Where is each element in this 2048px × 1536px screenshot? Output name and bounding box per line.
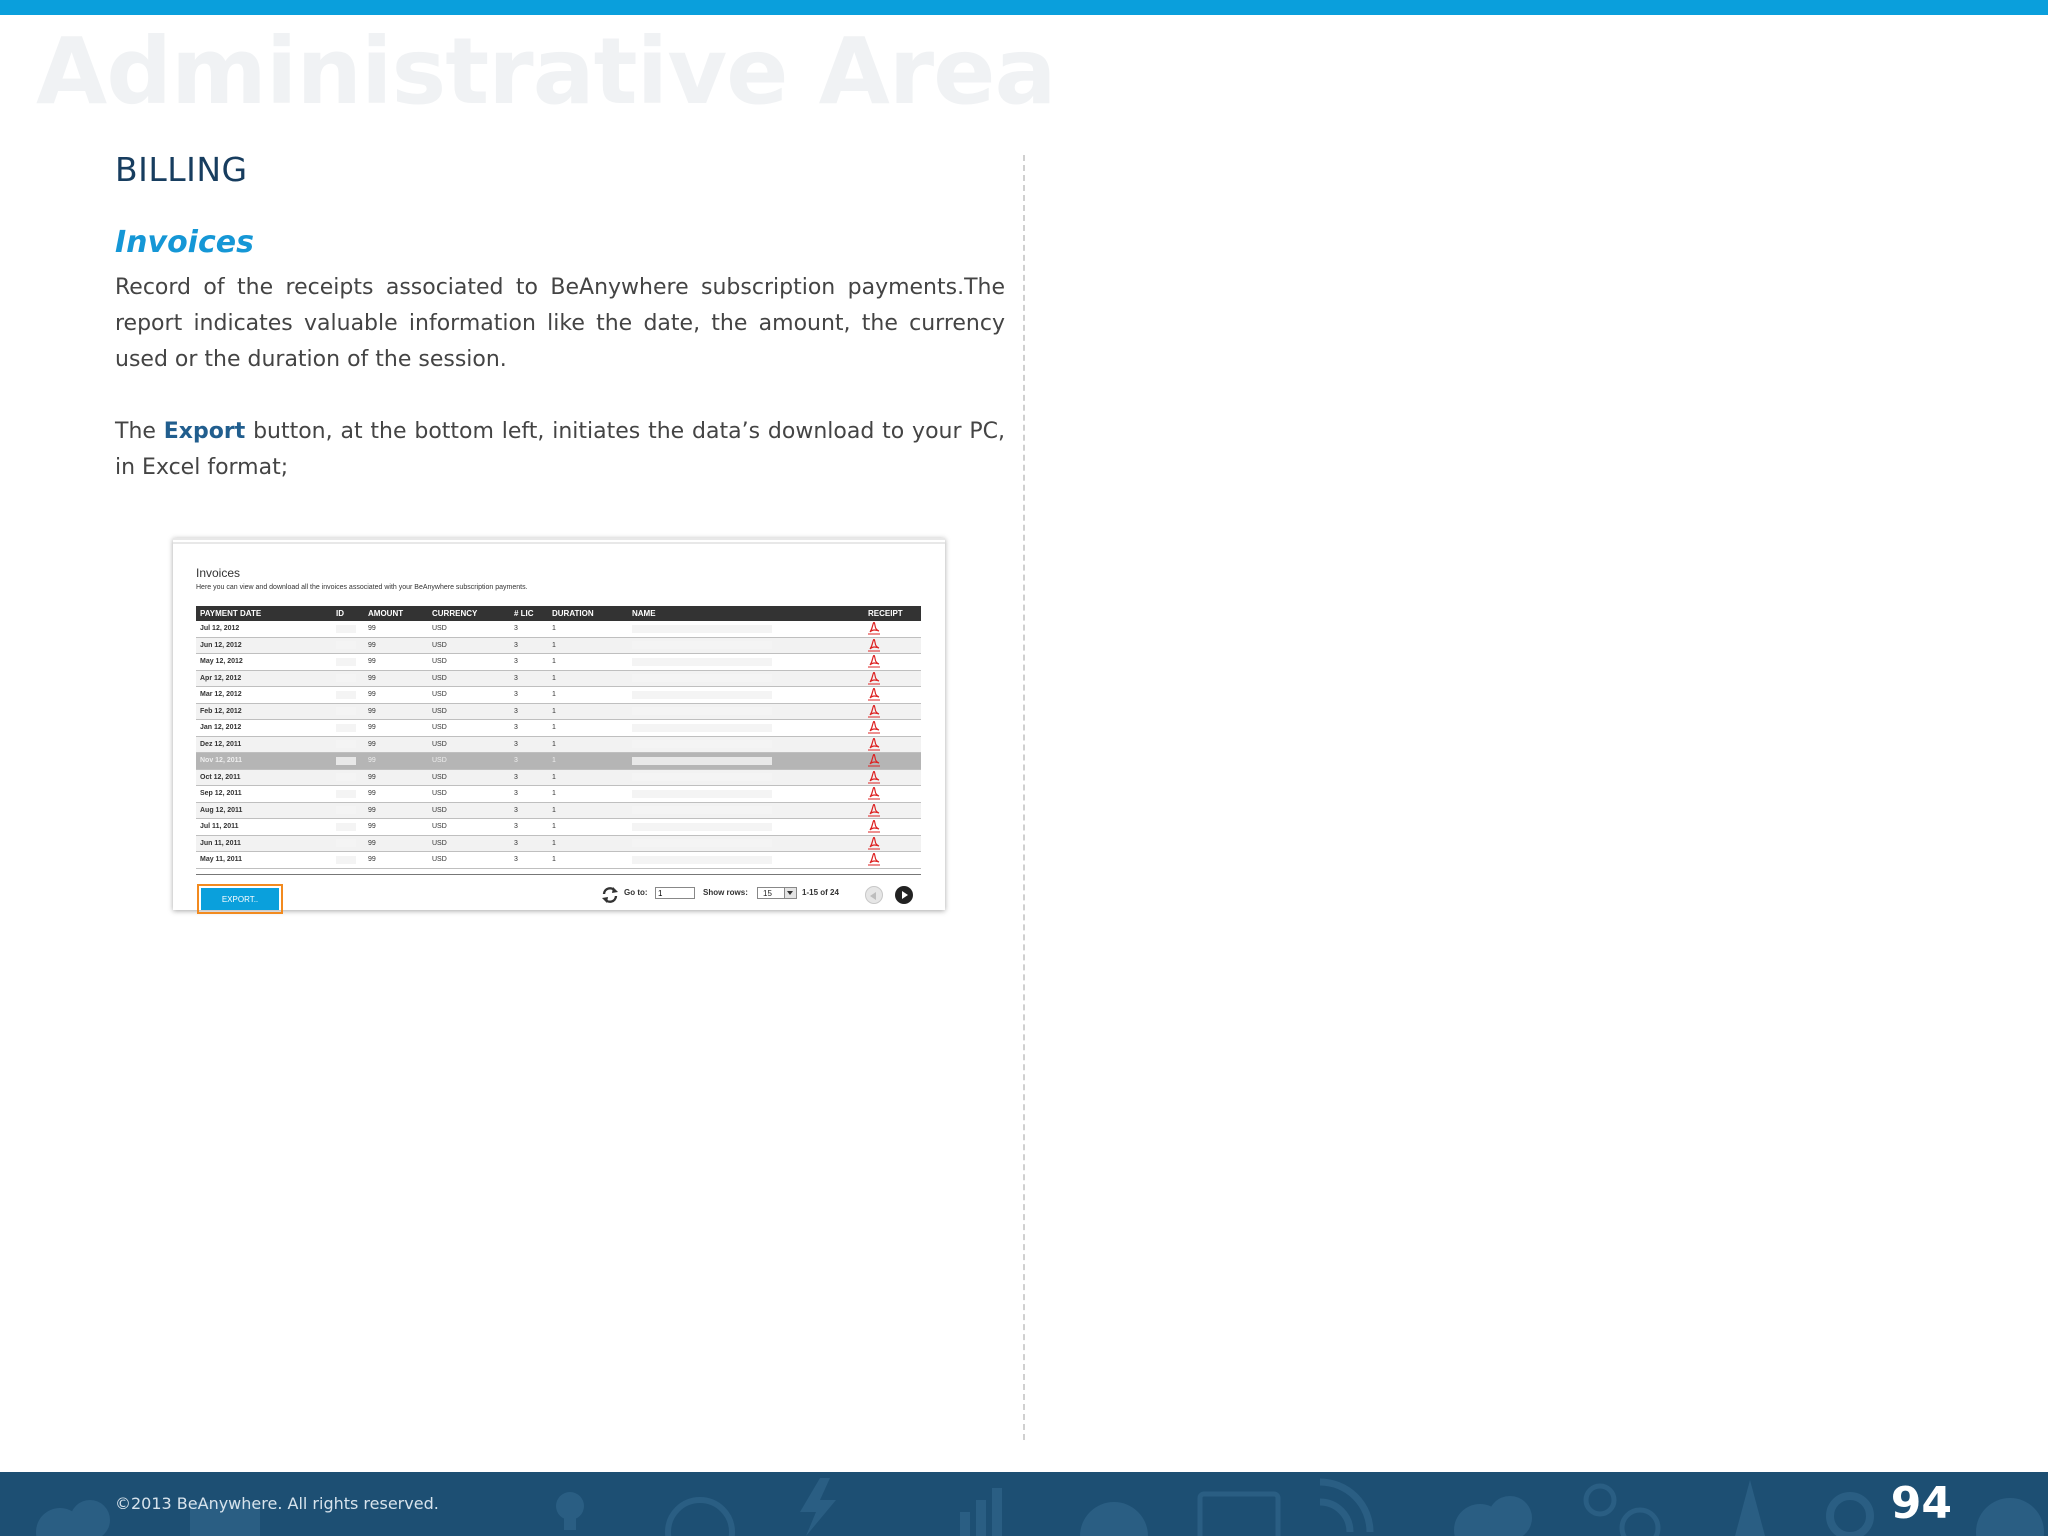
cell-id <box>332 852 364 869</box>
copyright-text: ©2013 BeAnywhere. All rights reserved. <box>115 1494 439 1513</box>
cell-id <box>332 654 364 671</box>
redacted-name <box>632 625 772 633</box>
pdf-icon[interactable] <box>868 837 880 850</box>
para-text-before: The <box>115 419 164 444</box>
cell-id <box>332 769 364 786</box>
top-accent-bar <box>0 0 2048 15</box>
cell-amount: 99 <box>364 852 428 869</box>
goto-label: Go to: <box>624 888 648 897</box>
cell-lic: 3 <box>510 637 548 654</box>
cell-id <box>332 703 364 720</box>
cell-amount: 99 <box>364 819 428 836</box>
cell-id <box>332 687 364 704</box>
column-divider <box>1023 155 1025 1440</box>
cell-currency: USD <box>428 819 510 836</box>
cell-lic: 3 <box>510 736 548 753</box>
cell-date: Jan 12, 2012 <box>196 720 332 737</box>
cell-date: Nov 12, 2011 <box>196 753 332 770</box>
cell-id <box>332 802 364 819</box>
show-rows-label: Show rows: <box>703 888 748 897</box>
cell-receipt <box>864 621 921 637</box>
cell-lic: 3 <box>510 703 548 720</box>
cell-id <box>332 637 364 654</box>
cell-date: Sep 12, 2011 <box>196 786 332 803</box>
table-row[interactable] <box>196 621 921 637</box>
cell-id <box>332 835 364 852</box>
cell-currency: USD <box>428 786 510 803</box>
cell-currency: USD <box>428 720 510 737</box>
page-range-text: 1-15 of 24 <box>802 888 839 897</box>
cell-amount: 99 <box>364 703 428 720</box>
table-row[interactable] <box>196 786 921 803</box>
export-emphasis: Export <box>163 419 246 444</box>
table-footer-divider <box>196 874 921 875</box>
cell-currency: USD <box>428 852 510 869</box>
cell-lic: 3 <box>510 753 548 770</box>
redacted-id <box>336 740 356 748</box>
table-row[interactable] <box>196 687 921 704</box>
cell-date: Jun 11, 2011 <box>196 835 332 852</box>
cell-duration: 1 <box>548 819 628 836</box>
cell-currency: USD <box>428 703 510 720</box>
description-paragraph: Record of the receipts associated to BeAnywhere subscription payments.The report indicates valuable information like the date, the amount, the currency used or the duration of the session. <box>115 275 1005 372</box>
cell-currency: USD <box>428 753 510 770</box>
cell-date: Mar 12, 2012 <box>196 687 332 704</box>
col-payment-date[interactable]: PAYMENT DATE <box>196 606 332 621</box>
cell-id <box>332 819 364 836</box>
table-row[interactable] <box>196 720 921 737</box>
cell-duration: 1 <box>548 621 628 637</box>
invoices-panel-title: Invoices <box>196 566 241 580</box>
cell-receipt <box>864 670 921 687</box>
cell-id <box>332 670 364 687</box>
table-row[interactable] <box>196 703 921 720</box>
cell-id <box>332 736 364 753</box>
redacted-name <box>632 839 772 847</box>
cell-currency: USD <box>428 802 510 819</box>
pdf-icon[interactable] <box>868 721 880 734</box>
invoices-screenshot <box>173 538 945 910</box>
redacted-id <box>336 641 356 649</box>
cell-id <box>332 720 364 737</box>
redacted-name <box>632 773 772 781</box>
cell-name <box>628 703 864 720</box>
cell-currency: USD <box>428 769 510 786</box>
subsection-title: Invoices <box>115 225 254 260</box>
table-row[interactable] <box>196 753 921 770</box>
cell-name <box>628 852 864 869</box>
cell-name <box>628 835 864 852</box>
export-highlight <box>197 884 283 914</box>
table-row[interactable] <box>196 852 921 869</box>
cell-duration: 1 <box>548 637 628 654</box>
redacted-id <box>336 839 356 847</box>
cell-duration: 1 <box>548 786 628 803</box>
para-text-after: button, at the bottom left, initiates the data’s download to your PC, in Excel format; <box>115 419 1005 480</box>
table-row[interactable] <box>196 819 921 836</box>
table-header-row <box>196 606 921 621</box>
table-row[interactable] <box>196 637 921 654</box>
cell-lic: 3 <box>510 819 548 836</box>
cell-lic: 3 <box>510 802 548 819</box>
table-row[interactable] <box>196 769 921 786</box>
show-rows-select[interactable] <box>757 887 797 899</box>
redacted-name <box>632 674 772 682</box>
cell-currency: USD <box>428 654 510 671</box>
cell-amount: 99 <box>364 753 428 770</box>
pdf-icon[interactable] <box>868 820 880 833</box>
export-paragraph <box>115 414 1005 486</box>
redacted-name <box>632 856 772 864</box>
cell-lic: 3 <box>510 786 548 803</box>
cell-duration: 1 <box>548 802 628 819</box>
cell-duration: 1 <box>548 753 628 770</box>
cell-amount: 99 <box>364 835 428 852</box>
cell-name <box>628 786 864 803</box>
cell-receipt <box>864 753 921 770</box>
redacted-id <box>336 707 356 715</box>
cell-name <box>628 769 864 786</box>
cell-date: May 11, 2011 <box>196 852 332 869</box>
cell-date: Jul 12, 2012 <box>196 621 332 637</box>
col-lic[interactable]: # LIC <box>510 606 548 621</box>
redacted-id <box>336 674 356 682</box>
pdf-icon[interactable] <box>868 853 880 866</box>
pdf-icon[interactable] <box>868 672 880 685</box>
cell-name <box>628 736 864 753</box>
redacted-name <box>632 691 772 699</box>
cell-currency: USD <box>428 835 510 852</box>
col-duration[interactable]: DURATION <box>548 606 628 621</box>
cell-currency: USD <box>428 621 510 637</box>
cell-amount: 99 <box>364 670 428 687</box>
col-receipt[interactable]: RECEIPT <box>864 606 921 621</box>
cell-amount: 99 <box>364 654 428 671</box>
cell-receipt <box>864 687 921 704</box>
redacted-name <box>632 707 772 715</box>
cell-name <box>628 637 864 654</box>
pdf-icon[interactable] <box>868 688 880 701</box>
cell-name <box>628 621 864 637</box>
invoices-panel-description: Here you can view and download all the invoices associated with your BeAnywhere subscription payments. <box>196 584 528 591</box>
table-row[interactable] <box>196 835 921 852</box>
redacted-name <box>632 740 772 748</box>
cell-receipt <box>864 819 921 836</box>
redacted-id <box>336 757 356 765</box>
cell-currency: USD <box>428 637 510 654</box>
cell-receipt <box>864 736 921 753</box>
cell-lic: 3 <box>510 769 548 786</box>
cell-duration: 1 <box>548 687 628 704</box>
pdf-icon[interactable] <box>868 705 880 718</box>
cell-id <box>332 786 364 803</box>
cell-name <box>628 802 864 819</box>
redacted-id <box>336 823 356 831</box>
redacted-id <box>336 625 356 633</box>
table-row[interactable] <box>196 654 921 671</box>
cell-date: Jul 11, 2011 <box>196 819 332 836</box>
redacted-id <box>336 658 356 666</box>
invoices-table-body <box>196 621 921 868</box>
cell-date: Feb 12, 2012 <box>196 703 332 720</box>
redacted-id <box>336 856 356 864</box>
cell-receipt <box>864 852 921 869</box>
cell-duration: 1 <box>548 769 628 786</box>
pdf-icon[interactable] <box>868 771 880 784</box>
cell-name <box>628 819 864 836</box>
cell-amount: 99 <box>364 802 428 819</box>
cell-lic: 3 <box>510 621 548 637</box>
cell-date: Jun 12, 2012 <box>196 637 332 654</box>
cell-amount: 99 <box>364 637 428 654</box>
cell-lic: 3 <box>510 687 548 704</box>
redacted-name <box>632 757 772 765</box>
cell-date: Oct 12, 2011 <box>196 769 332 786</box>
cell-amount: 99 <box>364 687 428 704</box>
cell-name <box>628 753 864 770</box>
redacted-id <box>336 806 356 814</box>
chapter-watermark-title: Administrative Area <box>36 18 1056 125</box>
cell-lic: 3 <box>510 654 548 671</box>
cell-date: Aug 12, 2011 <box>196 802 332 819</box>
cell-duration: 1 <box>548 720 628 737</box>
redacted-id <box>336 790 356 798</box>
page-footer <box>0 1472 2048 1536</box>
cell-duration: 1 <box>548 852 628 869</box>
col-name[interactable]: NAME <box>628 606 864 621</box>
table-row[interactable] <box>196 736 921 753</box>
redacted-name <box>632 806 772 814</box>
cell-id <box>332 753 364 770</box>
cell-receipt <box>864 703 921 720</box>
invoices-table <box>196 606 921 869</box>
cell-name <box>628 687 864 704</box>
main-content <box>115 150 1005 486</box>
col-currency[interactable]: CURRENCY <box>428 606 510 621</box>
table-row[interactable] <box>196 802 921 819</box>
redacted-name <box>632 724 772 732</box>
refresh-icon[interactable] <box>601 886 619 904</box>
redacted-id <box>336 691 356 699</box>
next-page-button[interactable] <box>895 886 913 904</box>
cell-duration: 1 <box>548 703 628 720</box>
redacted-name <box>632 790 772 798</box>
pdf-icon[interactable] <box>868 754 880 767</box>
cell-amount: 99 <box>364 720 428 737</box>
pdf-icon[interactable] <box>868 804 880 817</box>
pdf-icon[interactable] <box>868 622 880 635</box>
cell-lic: 3 <box>510 835 548 852</box>
pdf-icon[interactable] <box>868 639 880 652</box>
cell-currency: USD <box>428 736 510 753</box>
col-amount[interactable]: AMOUNT <box>364 606 428 621</box>
cell-amount: 99 <box>364 621 428 637</box>
redacted-name <box>632 658 772 666</box>
cell-amount: 99 <box>364 786 428 803</box>
cell-duration: 1 <box>548 654 628 671</box>
page-number: 94 <box>1890 1478 1952 1529</box>
cell-receipt <box>864 720 921 737</box>
section-title: BILLING <box>115 150 248 189</box>
cell-currency: USD <box>428 687 510 704</box>
export-button[interactable]: EXPORT.. <box>201 888 279 910</box>
cell-name <box>628 720 864 737</box>
cell-date: Apr 12, 2012 <box>196 670 332 687</box>
cell-currency: USD <box>428 670 510 687</box>
cell-receipt <box>864 637 921 654</box>
cell-receipt <box>864 654 921 671</box>
show-rows-value: 15 <box>763 889 772 898</box>
redacted-name <box>632 641 772 649</box>
cell-date: Dez 12, 2011 <box>196 736 332 753</box>
cell-amount: 99 <box>364 736 428 753</box>
chevron-down-icon[interactable] <box>784 888 796 898</box>
cell-date: May 12, 2012 <box>196 654 332 671</box>
col-id[interactable]: ID <box>332 606 364 621</box>
previous-page-button[interactable] <box>865 886 883 904</box>
goto-page-input[interactable] <box>655 887 695 899</box>
cell-duration: 1 <box>548 670 628 687</box>
cell-receipt <box>864 769 921 786</box>
redacted-id <box>336 773 356 781</box>
pdf-icon[interactable] <box>868 738 880 751</box>
cell-receipt <box>864 835 921 852</box>
cell-id <box>332 621 364 637</box>
table-row[interactable] <box>196 670 921 687</box>
cell-lic: 3 <box>510 852 548 869</box>
cell-duration: 1 <box>548 736 628 753</box>
cell-duration: 1 <box>548 835 628 852</box>
cell-name <box>628 654 864 671</box>
pdf-icon[interactable] <box>868 655 880 668</box>
cell-amount: 99 <box>364 769 428 786</box>
cell-lic: 3 <box>510 670 548 687</box>
pdf-icon[interactable] <box>868 787 880 800</box>
cell-lic: 3 <box>510 720 548 737</box>
redacted-name <box>632 823 772 831</box>
cell-receipt <box>864 786 921 803</box>
cell-receipt <box>864 802 921 819</box>
redacted-id <box>336 724 356 732</box>
cell-name <box>628 670 864 687</box>
